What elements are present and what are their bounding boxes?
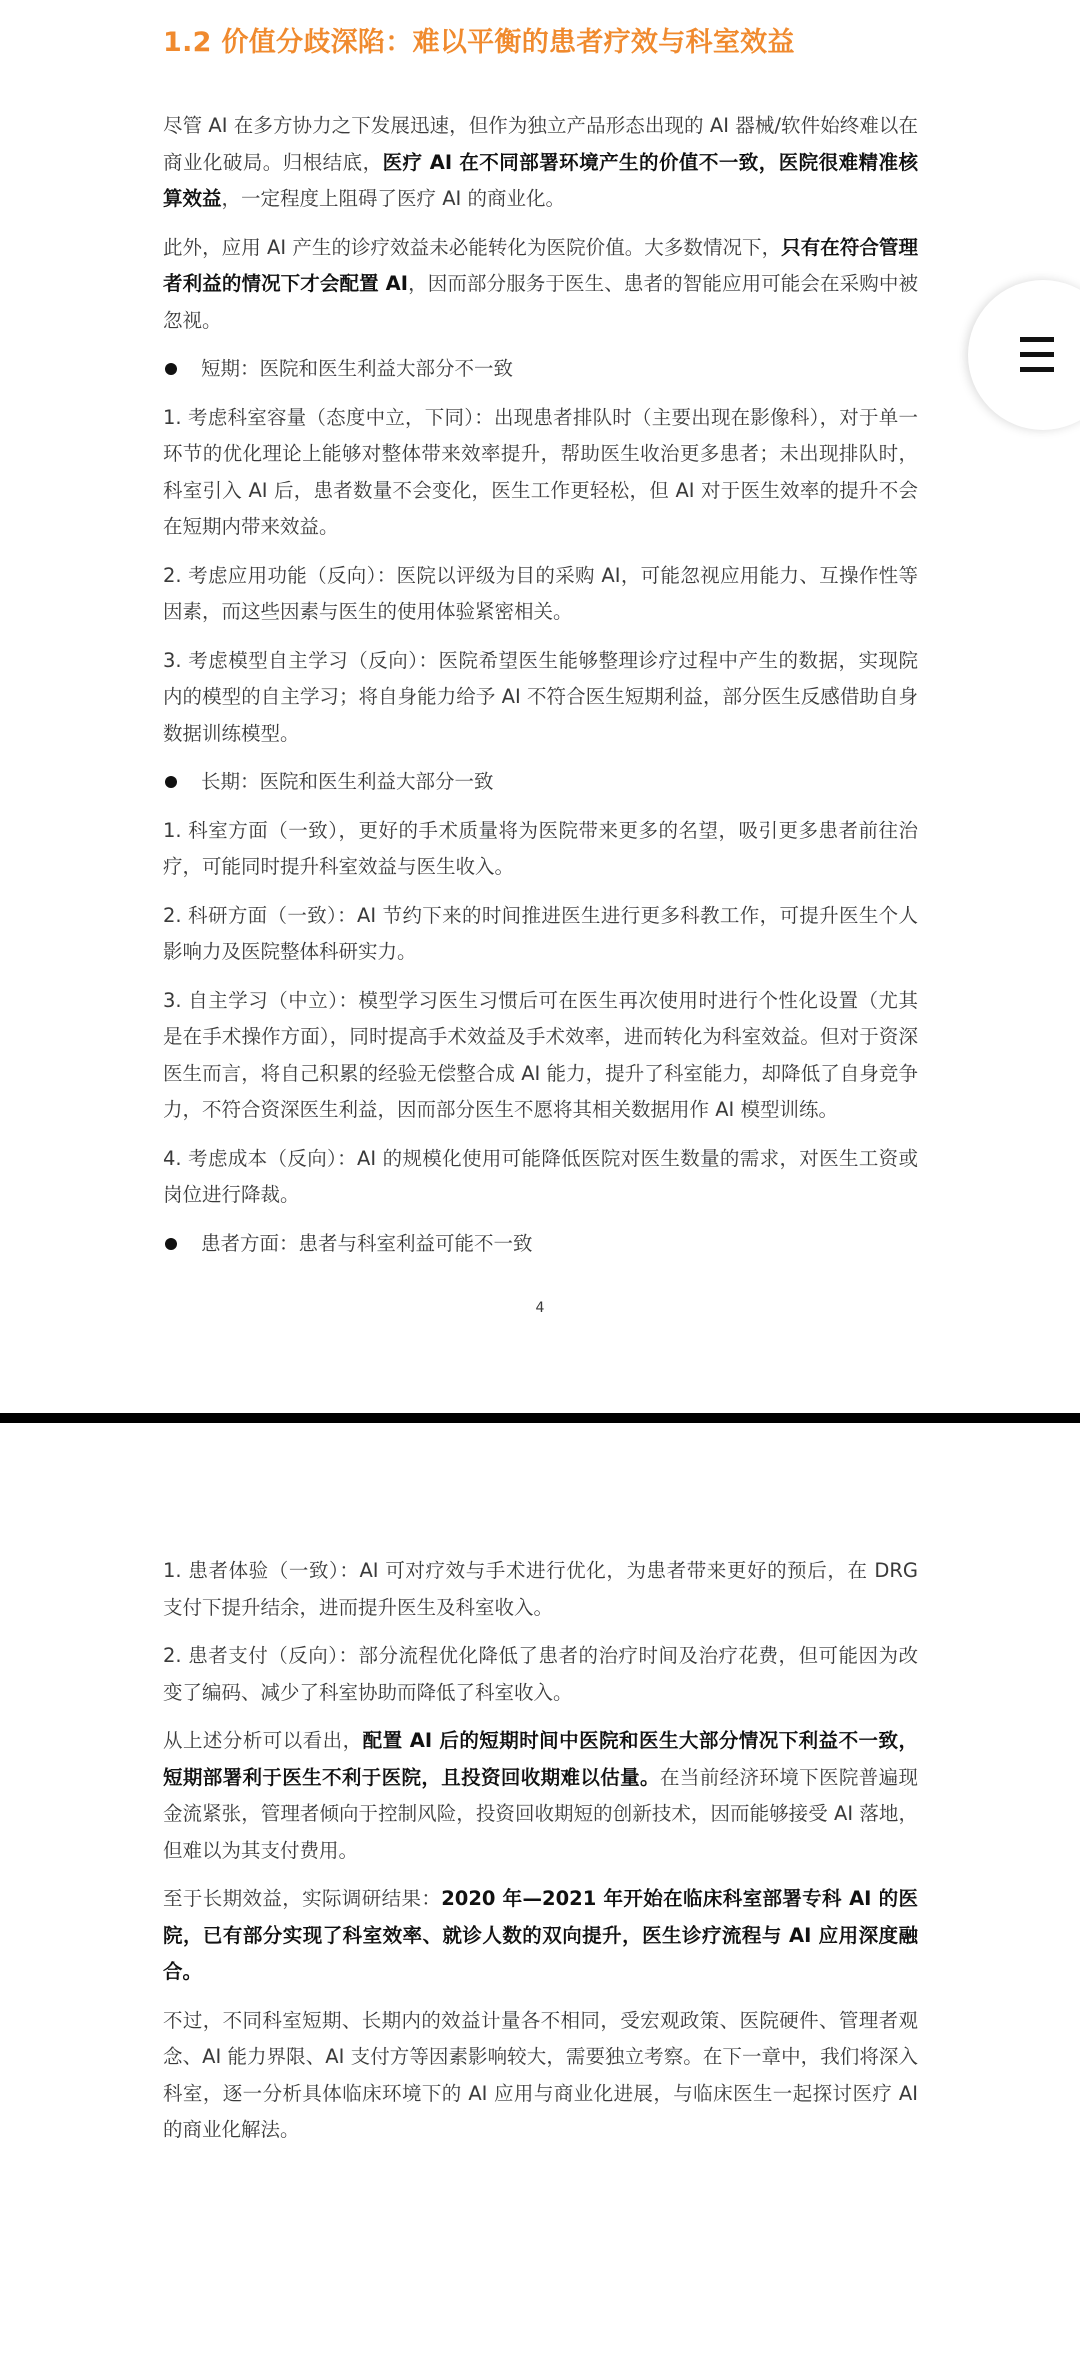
page-2-content [163, 1553, 918, 2161]
paragraph-hospital-value [163, 230, 918, 340]
bullet-short-term [163, 351, 918, 388]
list-item-patient-1: 1. 患者体验（一致）：AI 可对疗效与手术进行优化，为患者带来更好的预后，在 DRG 支付下提升结余，进而提升医生及科室收入。 [163, 1559, 918, 1619]
list-item-long-term-1: 1. 科室方面（一致），更好的手术质量将为医院带来更多的名望，吸引更多患者前往治疗，可能同时提升科室效益与医生收入。 [163, 818, 918, 878]
hamburger-menu-icon [1020, 337, 1054, 371]
bullet-patient [163, 1226, 918, 1263]
paragraph-text: ，因而部分服务于医生、患者的智能应用可能会在采购中被忽视。 [163, 272, 918, 332]
section-title: 1.2 价值分歧深陷：难以平衡的患者疗效与科室效益 [163, 27, 795, 58]
bold-emphasis: 配置 AI 后的短期时间中医院和医生大部分情况下利益不一致，短期部署利于医生不利于医院，且投资回收期难以估量。 [163, 1729, 918, 1789]
paragraph-text: 尽管 AI 在多方协力之下发展迅速，但作为独立产品形态出现的 AI 器械/软件始终难以在商业化破局。归根结底， [163, 114, 918, 174]
list-item-patient-2: 2. 患者支付（反向）：部分流程优化降低了患者的治疗时间及治疗花费，但可能因为改变了编码、减少了科室协助而降低了科室收入。 [163, 1644, 918, 1704]
page-1-content [163, 18, 918, 1274]
document-page-2 [0, 1423, 1080, 2373]
bullet-long-term [163, 764, 918, 801]
bullet-text: 短期：医院和医生利益大部分不一致 [201, 357, 514, 380]
bold-emphasis: 2020 年—2021 年开始在临床科室部署专科 AI 的医院，已有部分实现了科室效率、就诊人数的双向提升，医生诊疗流程与 AI 应用深度融合。 [163, 1887, 918, 1983]
list-item-long-term-3: 3. 自主学习（中立）：模型学习医生习惯后可在医生再次使用时进行个性化设置（尤其是在手术操作方面），同时提高手术效益及手术效率，进而转化为科室效益。但对于资深医生而言，将自己积累的经验无偿整合成 AI 能力，提升了科室能力，却降低了自身竞争力，不符合资深医生利益，因而部分医生不愿将其相关数据用作 AI 模型训练。 [163, 988, 918, 1121]
paragraph-text: ，一定程度上阻碍了医疗 AI 的商业化。 [221, 187, 566, 210]
paragraph-text: 从上述分析可以看出， [163, 1729, 363, 1752]
list-item-short-term-1: 1. 考虑科室容量（态度中立，下同）：出现患者排队时（主要出现在影像科），对于单一环节的优化理论上能够对整体带来效率提升，帮助医生收治更多患者；未出现排队时，科室引入 AI 后，患者数量不会变化，医生工作更轻松，但 AI 对于医生效率的提升不会在短期内带来效益。 [163, 405, 918, 538]
list-item-short-term-3: 3. 考虑模型自主学习（反向）：医院希望医生能够整理诊疗过程中产生的数据，实现院内的模型的自主学习；将自身能力给予 AI 不符合医生短期利益，部分医生反感借助自身数据训练模型。 [163, 648, 918, 745]
bold-emphasis: 只有在符合管理者利益的情况下才会配置 AI [163, 235, 918, 295]
bullet-dot-icon [165, 1238, 177, 1250]
paragraph-commercialization [163, 108, 918, 218]
paragraph-next-chapter: 不过，不同科室短期、长期内的效益计量各不相同，受宏观政策、医院硬件、管理者观念、AI 能力界限、AI 支付方等因素影响较大，需要独立考察。在下一章中，我们将深入科室，逐一分析具体临床环境下的 AI 应用与商业化进展，与临床医生一起探讨医疗 AI 的商业化解法。 [163, 2008, 918, 2141]
paragraph-text: 在当前经济环境下医院普遍现金流紧张，管理者倾向于控制风险，投资回收期短的创新技术，因而能够接受 AI 落地，但难以为其支付费用。 [163, 1765, 918, 1862]
page-number: 4 [535, 1300, 545, 1316]
bold-emphasis: 医疗 AI 在不同部署环境产生的价值不一致，医院很难精准核算效益 [163, 150, 918, 210]
list-item-long-term-4: 4. 考虑成本（反向）：AI 的规模化使用可能降低医院对医生数量的需求，对医生工资或岗位进行降裁。 [163, 1146, 918, 1206]
paragraph-long-term-results [163, 1881, 918, 1991]
bullet-text: 长期：医院和医生利益大部分一致 [201, 770, 494, 793]
paragraph-text: 此外，应用 AI 产生的诊疗效益未必能转化为医院价值。大多数情况下， [163, 235, 782, 259]
paragraph-text: 至于长期效益，实际调研结果： [163, 1887, 442, 1910]
paragraph-summary [163, 1723, 918, 1869]
bullet-dot-icon [165, 776, 177, 788]
bullet-dot-icon [165, 363, 177, 375]
bullet-text: 患者方面：患者与科室利益可能不一致 [201, 1231, 533, 1255]
page-divider [0, 1413, 1080, 1423]
list-item-long-term-2: 2. 科研方面（一致）：AI 节约下来的时间推进医生进行更多科教工作，可提升医生个人影响力及医院整体科研实力。 [163, 903, 918, 963]
list-item-short-term-2: 2. 考虑应用功能（反向）：医院以评级为目的采购 AI，可能忽视应用能力、互操作性等因素，而这些因素与医生的使用体验紧密相关。 [163, 563, 918, 623]
